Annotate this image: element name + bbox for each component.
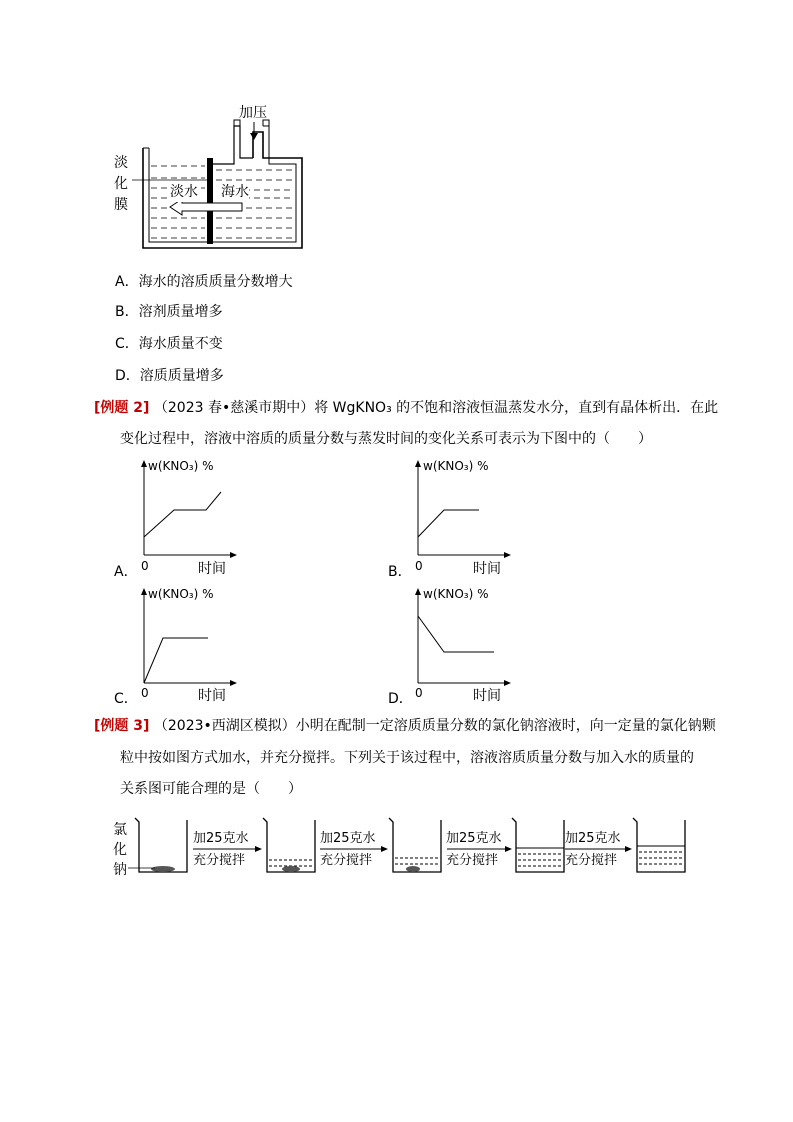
membrane-label-3: 膜 [114, 197, 128, 213]
example2-line2: 变化过程中，溶液中溶质的质量分数与蒸发时间的变化关系可表示为下图中的（ ） [120, 431, 652, 447]
beaker-5 [633, 818, 685, 872]
step4-bottom: 充分搅拌 [565, 853, 618, 868]
piston-chamber [213, 126, 253, 164]
fresh-water-label: 淡水 [170, 184, 198, 200]
graph-c-xlabel: 时间 [198, 688, 226, 704]
graph-b-xlabel: 时间 [473, 561, 501, 577]
salt-label-1: 氯 [113, 822, 127, 838]
step4-top: 加25克水 [565, 831, 621, 846]
desalination-diagram [110, 100, 320, 250]
q1-option-d[interactable]: D．溶质质量增多 [115, 368, 224, 384]
membrane [207, 158, 213, 244]
graph-a-ylabel: w(KNO₃) % [148, 459, 214, 473]
graph-d-option[interactable]: D． [388, 691, 413, 707]
graph-c-origin: 0 [141, 686, 149, 700]
beaker-3 [389, 818, 441, 872]
membrane-label-1: 淡 [114, 155, 128, 171]
step3-top: 加25克水 [446, 831, 502, 846]
q1-option-b[interactable]: B．溶剂质量增多 [115, 304, 223, 320]
beaker-1 [128, 818, 187, 872]
graph-b-origin: 0 [415, 559, 423, 573]
example2-stem-1: 将 WgKNO₃ 的不饱和溶液恒温蒸发水分，直到有晶体析出．在此 [314, 400, 719, 416]
graph-b-ylabel: w(KNO₃) % [423, 459, 489, 473]
example3-stem-1: 小明在配制一定溶质质量分数的氯化钠溶液时，向一定量的氯化钠颗 [295, 718, 716, 734]
graph-d-ylabel: w(KNO₃) % [423, 587, 489, 601]
graph-a-option[interactable]: A． [114, 564, 138, 580]
salt-label-2: 化 [113, 842, 127, 858]
graph-b-curve [418, 510, 479, 537]
graph-c-curve [144, 638, 208, 683]
example3-tag: [例题 3] [94, 718, 150, 734]
example2-line1 [94, 398, 718, 418]
graph-b-option[interactable]: B． [388, 564, 412, 580]
example2-tag: [例题 2] [94, 400, 150, 416]
step1-bottom: 充分搅拌 [193, 853, 246, 868]
step2-bottom: 充分搅拌 [320, 853, 373, 868]
graph-a-origin: 0 [141, 559, 149, 573]
step2-top: 加25克水 [320, 831, 376, 846]
example2-source: （2023 春•慈溪市期中） [153, 400, 315, 416]
pressure-label: 加压 [239, 105, 267, 121]
step1-top: 加25克水 [193, 831, 249, 846]
example3-line2: 粒中按如图方式加水，并充分搅拌。下列关于该过程中，溶液溶质质量分数与加入水的质量的 [120, 750, 694, 766]
beaker-4 [512, 818, 564, 872]
salt-label-3: 钠 [113, 862, 127, 878]
graph-d-origin: 0 [415, 686, 423, 700]
membrane-label-2: 化 [114, 176, 128, 192]
graph-d-curve [418, 616, 494, 652]
beaker-2 [263, 818, 315, 872]
graph-d-xlabel: 时间 [473, 688, 501, 704]
step3-bottom: 充分搅拌 [446, 853, 499, 868]
graph-c-option[interactable]: C． [114, 691, 138, 707]
example3-line1 [94, 716, 716, 736]
sea-water-label: 海水 [221, 184, 249, 200]
q1-option-a[interactable]: A．海水的溶质质量分数增大 [115, 274, 293, 290]
water-lines [151, 166, 294, 238]
example3-line3: 关系图可能合理的是（ ） [120, 781, 302, 797]
graph-a-xlabel: 时间 [198, 561, 226, 577]
graph-a-curve [144, 492, 221, 537]
q1-option-c[interactable]: C．海水质量不变 [115, 336, 223, 352]
example3-source: （2023•西湖区模拟） [153, 718, 296, 734]
graph-c-ylabel: w(KNO₃) % [148, 587, 214, 601]
